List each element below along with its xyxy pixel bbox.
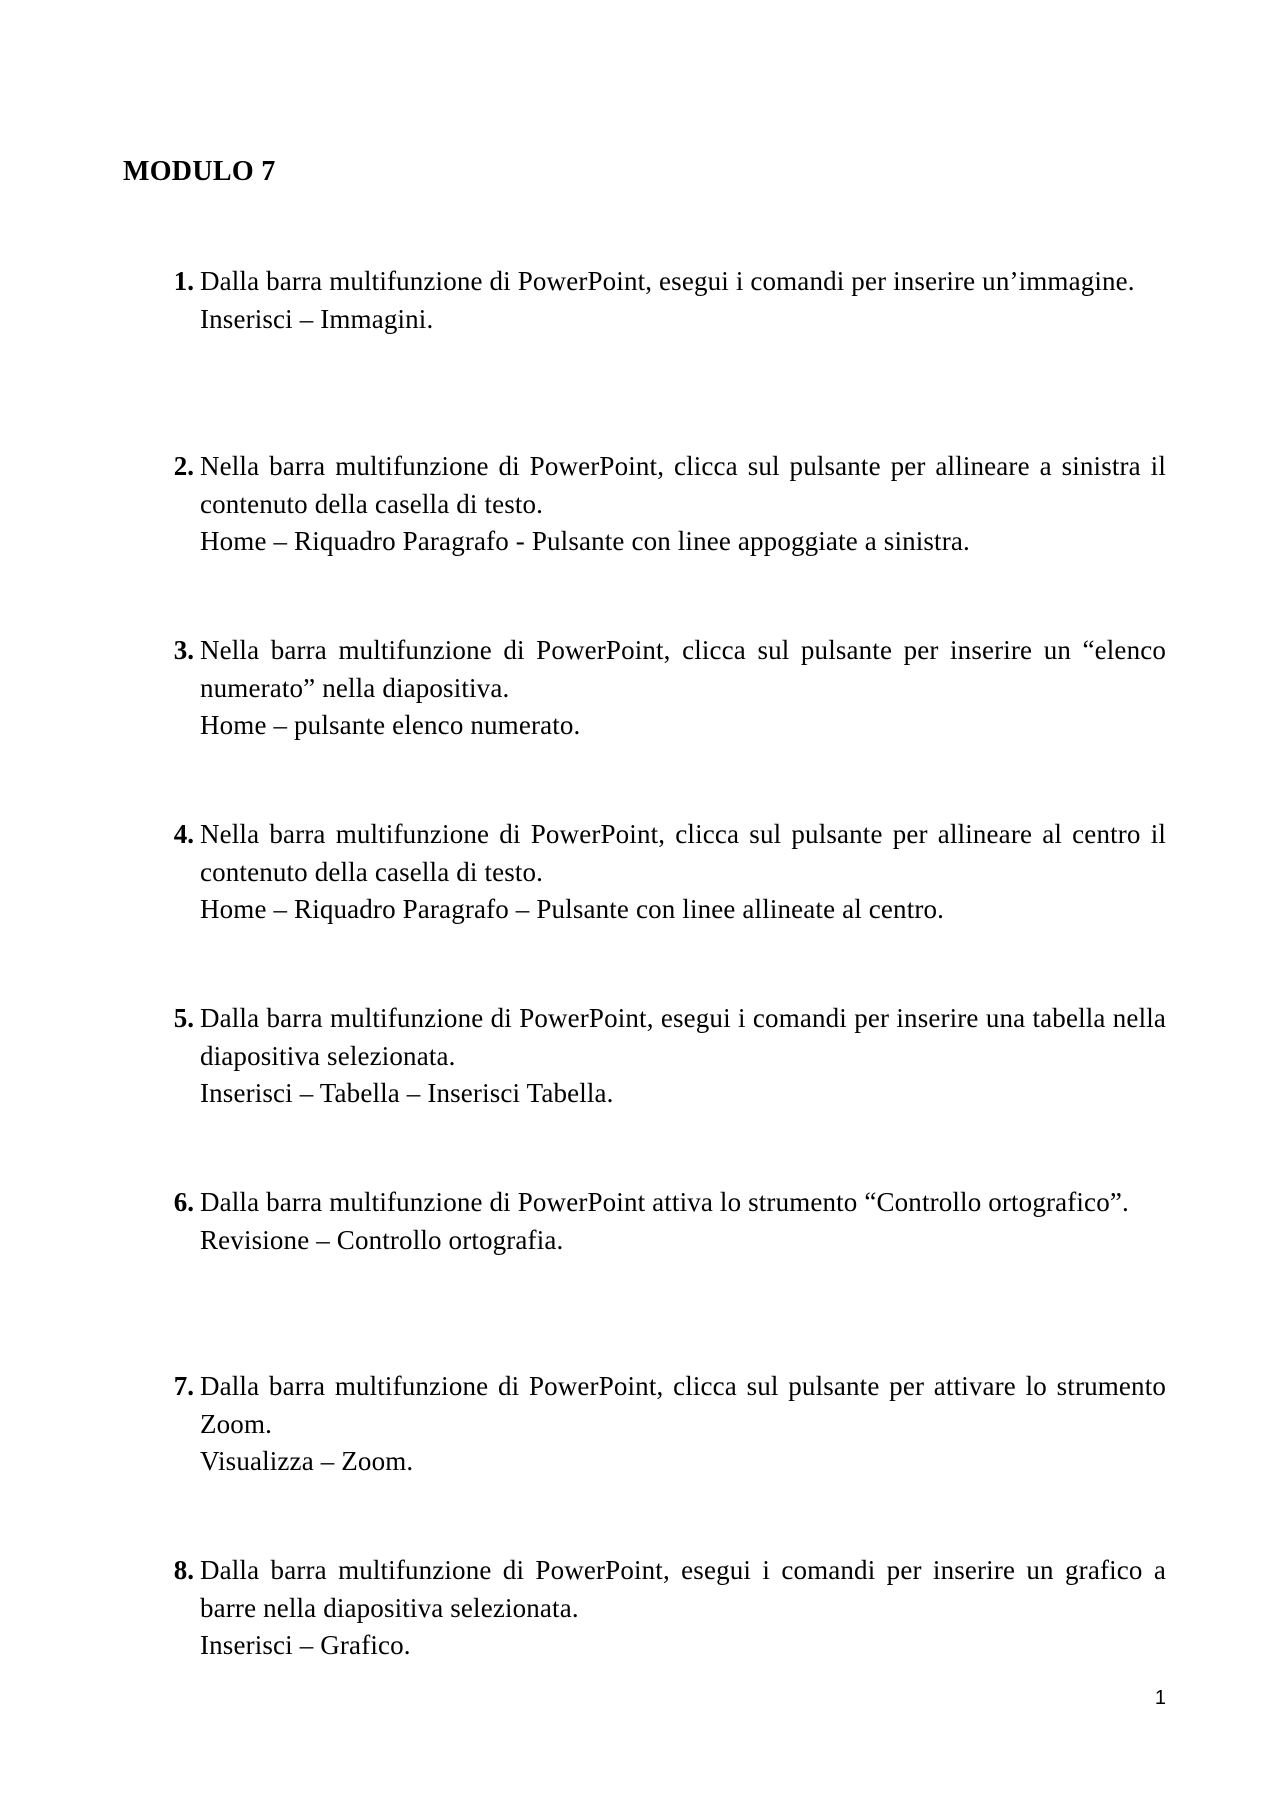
list-item [173, 263, 1166, 338]
question-text: Dalla barra multifunzione di PowerPoint, clicca sul pulsante per attivare lo strumento Zoom. [200, 1371, 1166, 1439]
question-number: 7. [173, 1371, 194, 1401]
question-answer: Inserisci – Tabella – Inserisci Tabella. [200, 1078, 614, 1108]
question-number: 5. [173, 1003, 194, 1033]
question-text: Nella barra multifunzione di PowerPoint, clicca sul pulsante per inserire un “elenco numerato” nella diapositiva. [200, 635, 1166, 703]
page-number: 1 [1154, 1687, 1166, 1709]
question-answer: Inserisci – Immagini. [200, 303, 434, 334]
question-number: 3. [173, 635, 194, 665]
question-answer: Revisione – Controllo ortografia. [200, 1224, 564, 1255]
question-number: 1. [173, 266, 194, 296]
list-item [173, 632, 1166, 745]
list-item [173, 1000, 1166, 1113]
list-item [173, 1368, 1166, 1481]
list-item [173, 1552, 1166, 1665]
list-item [173, 1184, 1166, 1259]
question-number: 8. [173, 1555, 194, 1585]
question-answer: Visualizza – Zoom. [200, 1446, 414, 1476]
list-item [173, 448, 1166, 561]
question-text: Dalla barra multifunzione di PowerPoint attiva lo strumento “Controllo ortografico”. [200, 1187, 1129, 1217]
question-number: 4. [173, 819, 194, 849]
page-title: MODULO 7 [123, 156, 276, 187]
question-answer: Home – Riquadro Paragrafo - Pulsante con linee appoggiate a sinistra. [200, 526, 970, 556]
question-answer: Inserisci – Grafico. [200, 1630, 411, 1660]
question-number: 2. [173, 451, 194, 481]
question-text: Nella barra multifunzione di PowerPoint, clicca sul pulsante per allineare a sinistra il contenuto della casella di testo. [200, 451, 1166, 519]
question-text: Nella barra multifunzione di PowerPoint, clicca sul pulsante per allineare al centro il contenuto della casella di testo. [200, 819, 1166, 887]
question-text: Dalla barra multifunzione di PowerPoint, esegui i comandi per inserire una tabella nella diapositiva selezionata. [200, 1003, 1166, 1071]
question-number: 6. [173, 1187, 194, 1217]
question-answer: Home – pulsante elenco numerato. [200, 710, 581, 740]
question-answer: Home – Riquadro Paragrafo – Pulsante con linee allineate al centro. [200, 894, 945, 924]
question-text: Dalla barra multifunzione di PowerPoint, esegui i comandi per inserire un grafico a barre nella diapositiva selezionata. [200, 1555, 1166, 1623]
list-item [173, 816, 1166, 929]
question-text: Dalla barra multifunzione di PowerPoint, esegui i comandi per inserire un’immagine. [200, 266, 1135, 296]
